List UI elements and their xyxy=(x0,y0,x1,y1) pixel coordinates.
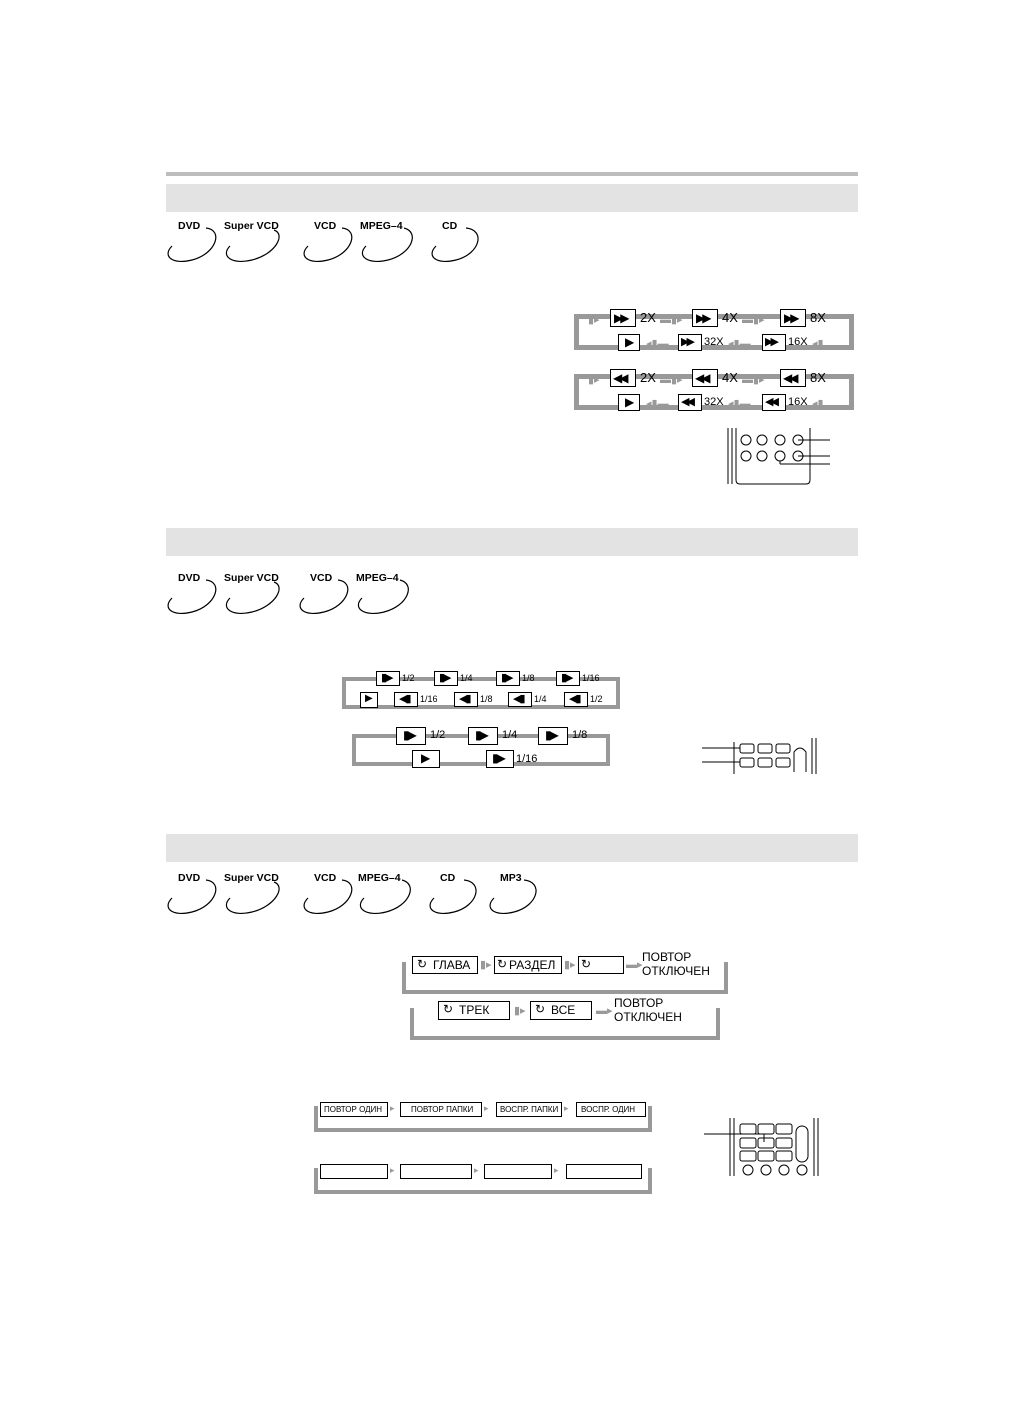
blank-box xyxy=(484,1164,552,1179)
remote-control-icon xyxy=(700,738,824,778)
arrow-icon: ▮▸ xyxy=(588,314,600,326)
arrow-icon: ▮▸ xyxy=(480,959,492,971)
fast-forward-icon: ▶▶ xyxy=(762,334,786,351)
section-header-repeat xyxy=(166,834,858,862)
disc-vcd xyxy=(302,220,364,266)
arrow-icon: ▸ xyxy=(390,1103,395,1113)
arrow-icon: ◂▮ xyxy=(812,398,824,410)
step-forward-icon: ▮▶ xyxy=(496,671,520,686)
speed-label: 1/4 xyxy=(534,694,547,704)
speed-label: 1/4 xyxy=(460,673,473,683)
repeat-icon: ↻ xyxy=(581,957,592,971)
disc-label: Super VCD xyxy=(224,872,279,884)
section-header-scan xyxy=(166,184,858,212)
step-forward-icon: ▮▶ xyxy=(486,750,514,768)
repeat-mp3-diagram xyxy=(312,1100,656,1134)
repeat-dvd-diagram xyxy=(400,952,732,996)
disc-mpeg4 xyxy=(356,572,418,618)
speed-label: 1/8 xyxy=(572,729,588,741)
repeat-chapter-box xyxy=(412,956,478,974)
disc-label: MPEG–4 xyxy=(360,220,403,232)
repeat-off-label: ПОВТОР ОТКЛЮЧЕН xyxy=(642,950,710,978)
blank-box xyxy=(566,1164,642,1179)
repeat-label: РАЗДЕЛ xyxy=(509,958,556,972)
step-back-icon: ◀▮ xyxy=(564,692,588,707)
rewind-icon: ◀◀ xyxy=(610,369,636,387)
disc-label: MPEG–4 xyxy=(356,572,399,584)
rewind-icon: ◀◀ xyxy=(762,394,786,411)
repeat-label: ГЛАВА xyxy=(433,958,471,972)
speed-label: 1/4 xyxy=(502,729,518,741)
arrow-icon: ▸ xyxy=(484,1103,489,1113)
speed-label: 8X xyxy=(810,370,826,385)
disc-label: DVD xyxy=(178,220,201,232)
arrow-icon: ◂▮▬ xyxy=(728,338,751,350)
disc-label: VCD xyxy=(310,572,333,584)
disc-dvd xyxy=(166,220,228,266)
disc-label: VCD xyxy=(314,872,337,884)
repeat-off-label: ПОВТОР ОТКЛЮЧЕН xyxy=(614,996,682,1024)
disc-cd xyxy=(430,220,492,266)
speed-label: 1/2 xyxy=(402,673,415,683)
speed-label: 1/2 xyxy=(430,729,446,741)
speed-label: 2X xyxy=(640,310,656,325)
repeat-icon: ↻ xyxy=(535,1002,546,1016)
repeat-all-box xyxy=(578,956,624,974)
disc-vcd xyxy=(302,872,364,918)
arrow-icon: ▮▸ xyxy=(514,1005,526,1017)
step-forward-icon: ▮▶ xyxy=(556,671,580,686)
arrow-icon: ◂▮▬ xyxy=(728,398,751,410)
step-forward-icon: ▮▶ xyxy=(376,671,400,686)
arrow-icon: ▬▸ xyxy=(626,959,643,971)
step-back-icon: ◀▮ xyxy=(454,692,478,707)
arrow-icon: ◂▮ xyxy=(812,338,824,350)
fast-forward-icon: ▶▶ xyxy=(780,309,806,327)
disc-mp3 xyxy=(488,872,550,918)
play-icon: ▶ xyxy=(618,334,640,351)
arrow-icon: ▮▸ xyxy=(564,959,576,971)
arrow-icon: ▸ xyxy=(554,1165,559,1175)
disc-label: MP3 xyxy=(500,872,522,884)
repeat-icon: ↻ xyxy=(417,957,428,971)
disc-label: DVD xyxy=(178,872,201,884)
speed-label: 16X xyxy=(788,336,808,348)
top-rule xyxy=(166,172,858,176)
play-icon: ▶ xyxy=(618,394,640,411)
disc-mpeg4 xyxy=(358,872,420,918)
arrow-icon: ▬▮▸ xyxy=(742,314,765,326)
step-forward-icon: ▮▶ xyxy=(434,671,458,686)
remote-control-icon xyxy=(726,424,836,488)
disc-label: DVD xyxy=(178,572,201,584)
speed-label: 16X xyxy=(788,396,808,408)
speed-label: 8X xyxy=(810,310,826,325)
step-back-icon: ◀▮ xyxy=(394,692,418,707)
step-forward-icon: ▮▶ xyxy=(468,727,498,745)
speed-label: 1/16 xyxy=(582,673,600,683)
step-back-icon: ◀▮ xyxy=(508,692,532,707)
step-forward-icon: ▮▶ xyxy=(396,727,426,745)
speed-label: 4X xyxy=(722,370,738,385)
repeat-track-box xyxy=(438,1001,510,1020)
repeat-label: ТРЕК xyxy=(459,1003,490,1017)
arrow-icon: ▬▮▸ xyxy=(742,374,765,386)
remote-control-icon xyxy=(702,1118,826,1180)
repeat-mode-box: ВОСПР. ПАПКИ xyxy=(496,1102,562,1117)
rewind-icon: ◀◀ xyxy=(692,369,718,387)
blank-box xyxy=(400,1164,472,1179)
disc-label: MPEG–4 xyxy=(358,872,401,884)
disc-label: CD xyxy=(442,220,458,232)
repeat-blank-diagram xyxy=(312,1160,656,1196)
repeat-mode-box: ВОСПР. ОДИН xyxy=(576,1102,646,1117)
play-icon: ▶ xyxy=(360,692,378,708)
section-header-slow xyxy=(166,528,858,556)
disc-svcd xyxy=(224,572,286,618)
rewind-icon: ◀◀ xyxy=(678,394,702,411)
arrow-icon: ▬▮▸ xyxy=(660,374,683,386)
disc-label: CD xyxy=(440,872,456,884)
disc-mpeg4 xyxy=(360,220,422,266)
repeat-cd-diagram xyxy=(408,996,724,1042)
fast-forward-icon: ▶▶ xyxy=(610,309,636,327)
disc-label: Super VCD xyxy=(224,572,279,584)
speed-label: 1/8 xyxy=(522,673,535,683)
repeat-icon: ↻ xyxy=(497,957,508,971)
repeat-icon: ↻ xyxy=(443,1002,454,1016)
disc-dvd xyxy=(166,572,228,618)
speed-label: 32X xyxy=(704,396,724,408)
arrow-icon: ▸ xyxy=(564,1103,569,1113)
disc-dvd xyxy=(166,872,228,918)
repeat-all-box xyxy=(530,1001,592,1020)
speed-label: 32X xyxy=(704,336,724,348)
repeat-title-box xyxy=(494,956,562,974)
slow-vcd-diagram xyxy=(350,726,614,772)
blank-box xyxy=(320,1164,388,1179)
arrow-icon: ▸ xyxy=(474,1165,479,1175)
arrow-icon: ▮▸ xyxy=(588,374,600,386)
reverse-scan-diagram xyxy=(572,366,862,414)
slow-dvd-diagram xyxy=(340,670,624,714)
disc-svcd xyxy=(224,872,286,918)
fast-forward-icon: ▶▶ xyxy=(678,334,702,351)
speed-label: 1/2 xyxy=(590,694,603,704)
disc-cd xyxy=(428,872,490,918)
speed-label: 1/8 xyxy=(480,694,493,704)
arrow-icon: ◂▮▬ xyxy=(646,398,669,410)
speed-label: 1/16 xyxy=(516,753,538,765)
fast-forward-icon: ▶▶ xyxy=(692,309,718,327)
speed-label: 1/16 xyxy=(420,694,438,704)
arrow-icon: ▸ xyxy=(390,1165,395,1175)
disc-svcd xyxy=(224,220,286,266)
forward-scan-diagram xyxy=(572,306,862,354)
repeat-label: ВСЕ xyxy=(551,1003,576,1017)
disc-label: Super VCD xyxy=(224,220,279,232)
step-forward-icon: ▮▶ xyxy=(538,727,568,745)
rewind-icon: ◀◀ xyxy=(780,369,806,387)
disc-vcd xyxy=(298,572,360,618)
arrow-icon: ◂▮▬ xyxy=(646,338,669,350)
disc-label: VCD xyxy=(314,220,337,232)
speed-label: 2X xyxy=(640,370,656,385)
play-icon: ▶ xyxy=(412,750,440,768)
repeat-mode-box: ПОВТОР ПАПКИ xyxy=(400,1102,482,1117)
repeat-mode-box: ПОВТОР ОДИН xyxy=(320,1102,388,1117)
arrow-icon: ▬▸ xyxy=(596,1005,613,1017)
arrow-icon: ▬▮▸ xyxy=(660,314,683,326)
speed-label: 4X xyxy=(722,310,738,325)
